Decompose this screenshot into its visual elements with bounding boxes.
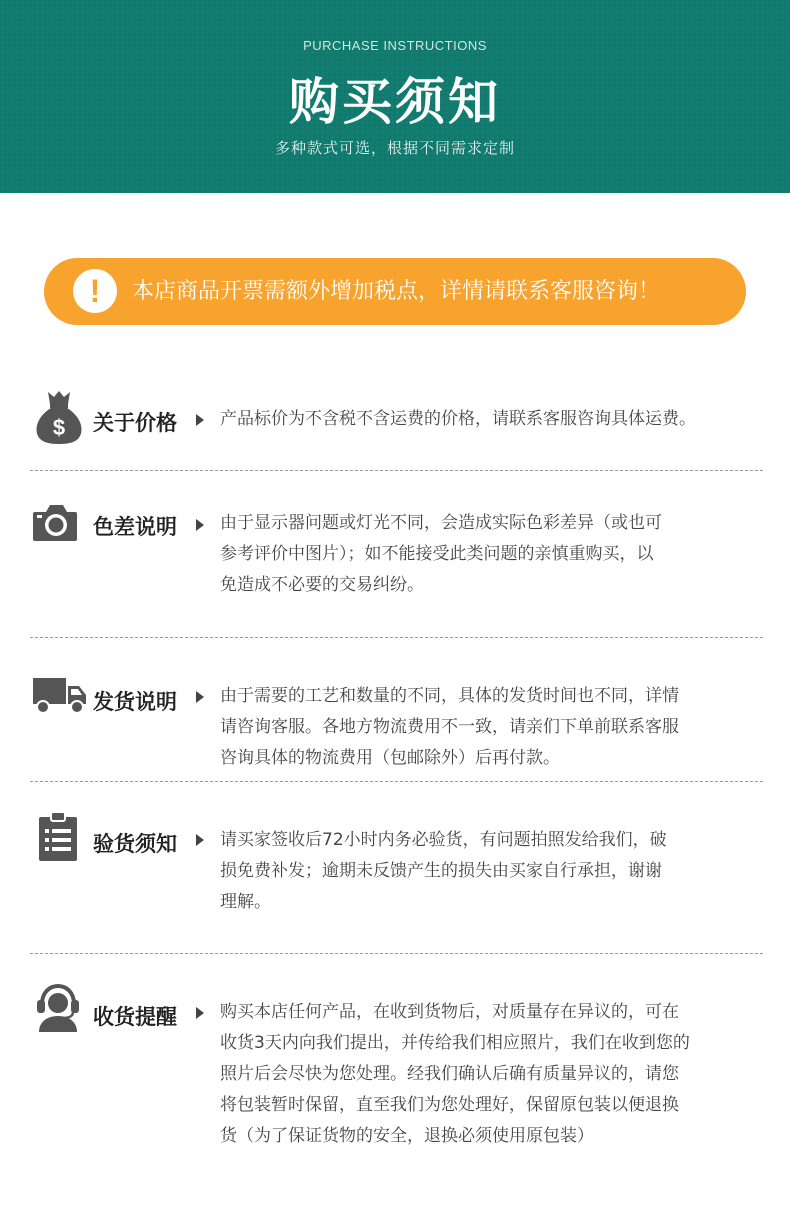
- section-title: 收货提醒: [93, 1005, 177, 1029]
- body-line: 购买本店任何产品，在收到货物后，对质量存在异议的，可在: [220, 1002, 679, 1022]
- body-line: 参考评价中图片）；如不能接受此类问题的亲慎重购买，以: [220, 544, 654, 564]
- truck-icon: [32, 676, 88, 730]
- divider: [30, 781, 763, 782]
- divider: [30, 637, 763, 638]
- body-line: 理解。: [220, 892, 271, 912]
- section-title: 验货须知: [93, 832, 177, 856]
- body-line: 照片后会尽快为您处理。经我们确认后确有质量异议的，请您: [220, 1064, 679, 1084]
- section-body: [220, 508, 750, 601]
- section-body: [220, 681, 750, 774]
- divider: [30, 470, 763, 471]
- section-title: 色差说明: [93, 515, 177, 539]
- notice-banner: [44, 258, 746, 325]
- body-line: 产品标价为不含税不含运费的价格，请联系客服咨询具体运费。: [220, 409, 696, 429]
- clipboard-icon: [38, 812, 92, 866]
- exclamation-icon: !: [73, 269, 117, 313]
- section-title: 关于价格: [93, 411, 177, 435]
- body-line: 由于显示器问题或灯光不同，会造成实际色彩差异（或也可: [220, 513, 662, 533]
- body-line: 货（为了保证货物的安全，退换必须使用原包装）: [220, 1126, 594, 1146]
- section-body: [220, 997, 750, 1152]
- header-tagline: 多种款式可选，根据不同需求定制: [274, 139, 515, 157]
- section-body: [220, 404, 750, 435]
- body-line: 由于需要的工艺和数量的不同，具体的发货时间也不同，详情: [220, 686, 679, 706]
- divider: [30, 953, 763, 954]
- svg-text:$: $: [52, 415, 66, 440]
- notice-text: 本店商品开票需额外增加税点，详情请联系客服咨询！: [132, 279, 661, 304]
- arrow-right-icon: [196, 691, 204, 703]
- header-subtitle-en: PURCHASE INSTRUCTIONS: [303, 38, 487, 53]
- body-line: 咨询具体的物流费用（包邮除外）后再付款。: [220, 748, 560, 768]
- body-line: 请咨询客服。各地方物流费用不一致，请亲们下单前联系客服: [220, 717, 679, 737]
- arrow-right-icon: [196, 414, 204, 426]
- header-banner: [0, 0, 790, 193]
- camera-icon: [32, 503, 86, 557]
- body-line: 将包装暂时保留，直至我们为您处理好，保留原包装以便退换: [220, 1095, 679, 1115]
- section-body: [220, 825, 750, 918]
- arrow-right-icon: [196, 519, 204, 531]
- body-line: 损免费补发；逾期未反馈产生的损失由买家自行承担，谢谢: [220, 861, 662, 881]
- arrow-right-icon: [196, 834, 204, 846]
- arrow-right-icon: [196, 1007, 204, 1019]
- money-bag-icon: [32, 388, 86, 442]
- section-title: 发货说明: [93, 690, 177, 714]
- body-line: 收货3天内向我们提出，并传给我们相应照片，我们在收到您的: [220, 1033, 690, 1053]
- headset-icon: [36, 984, 90, 1038]
- body-line: 请买家签收后72小时内务必验货，有问题拍照发给我们，破: [220, 830, 667, 850]
- body-line: 免造成不必要的交易纠纷。: [220, 575, 424, 595]
- page-title: 购买须知: [289, 73, 501, 131]
